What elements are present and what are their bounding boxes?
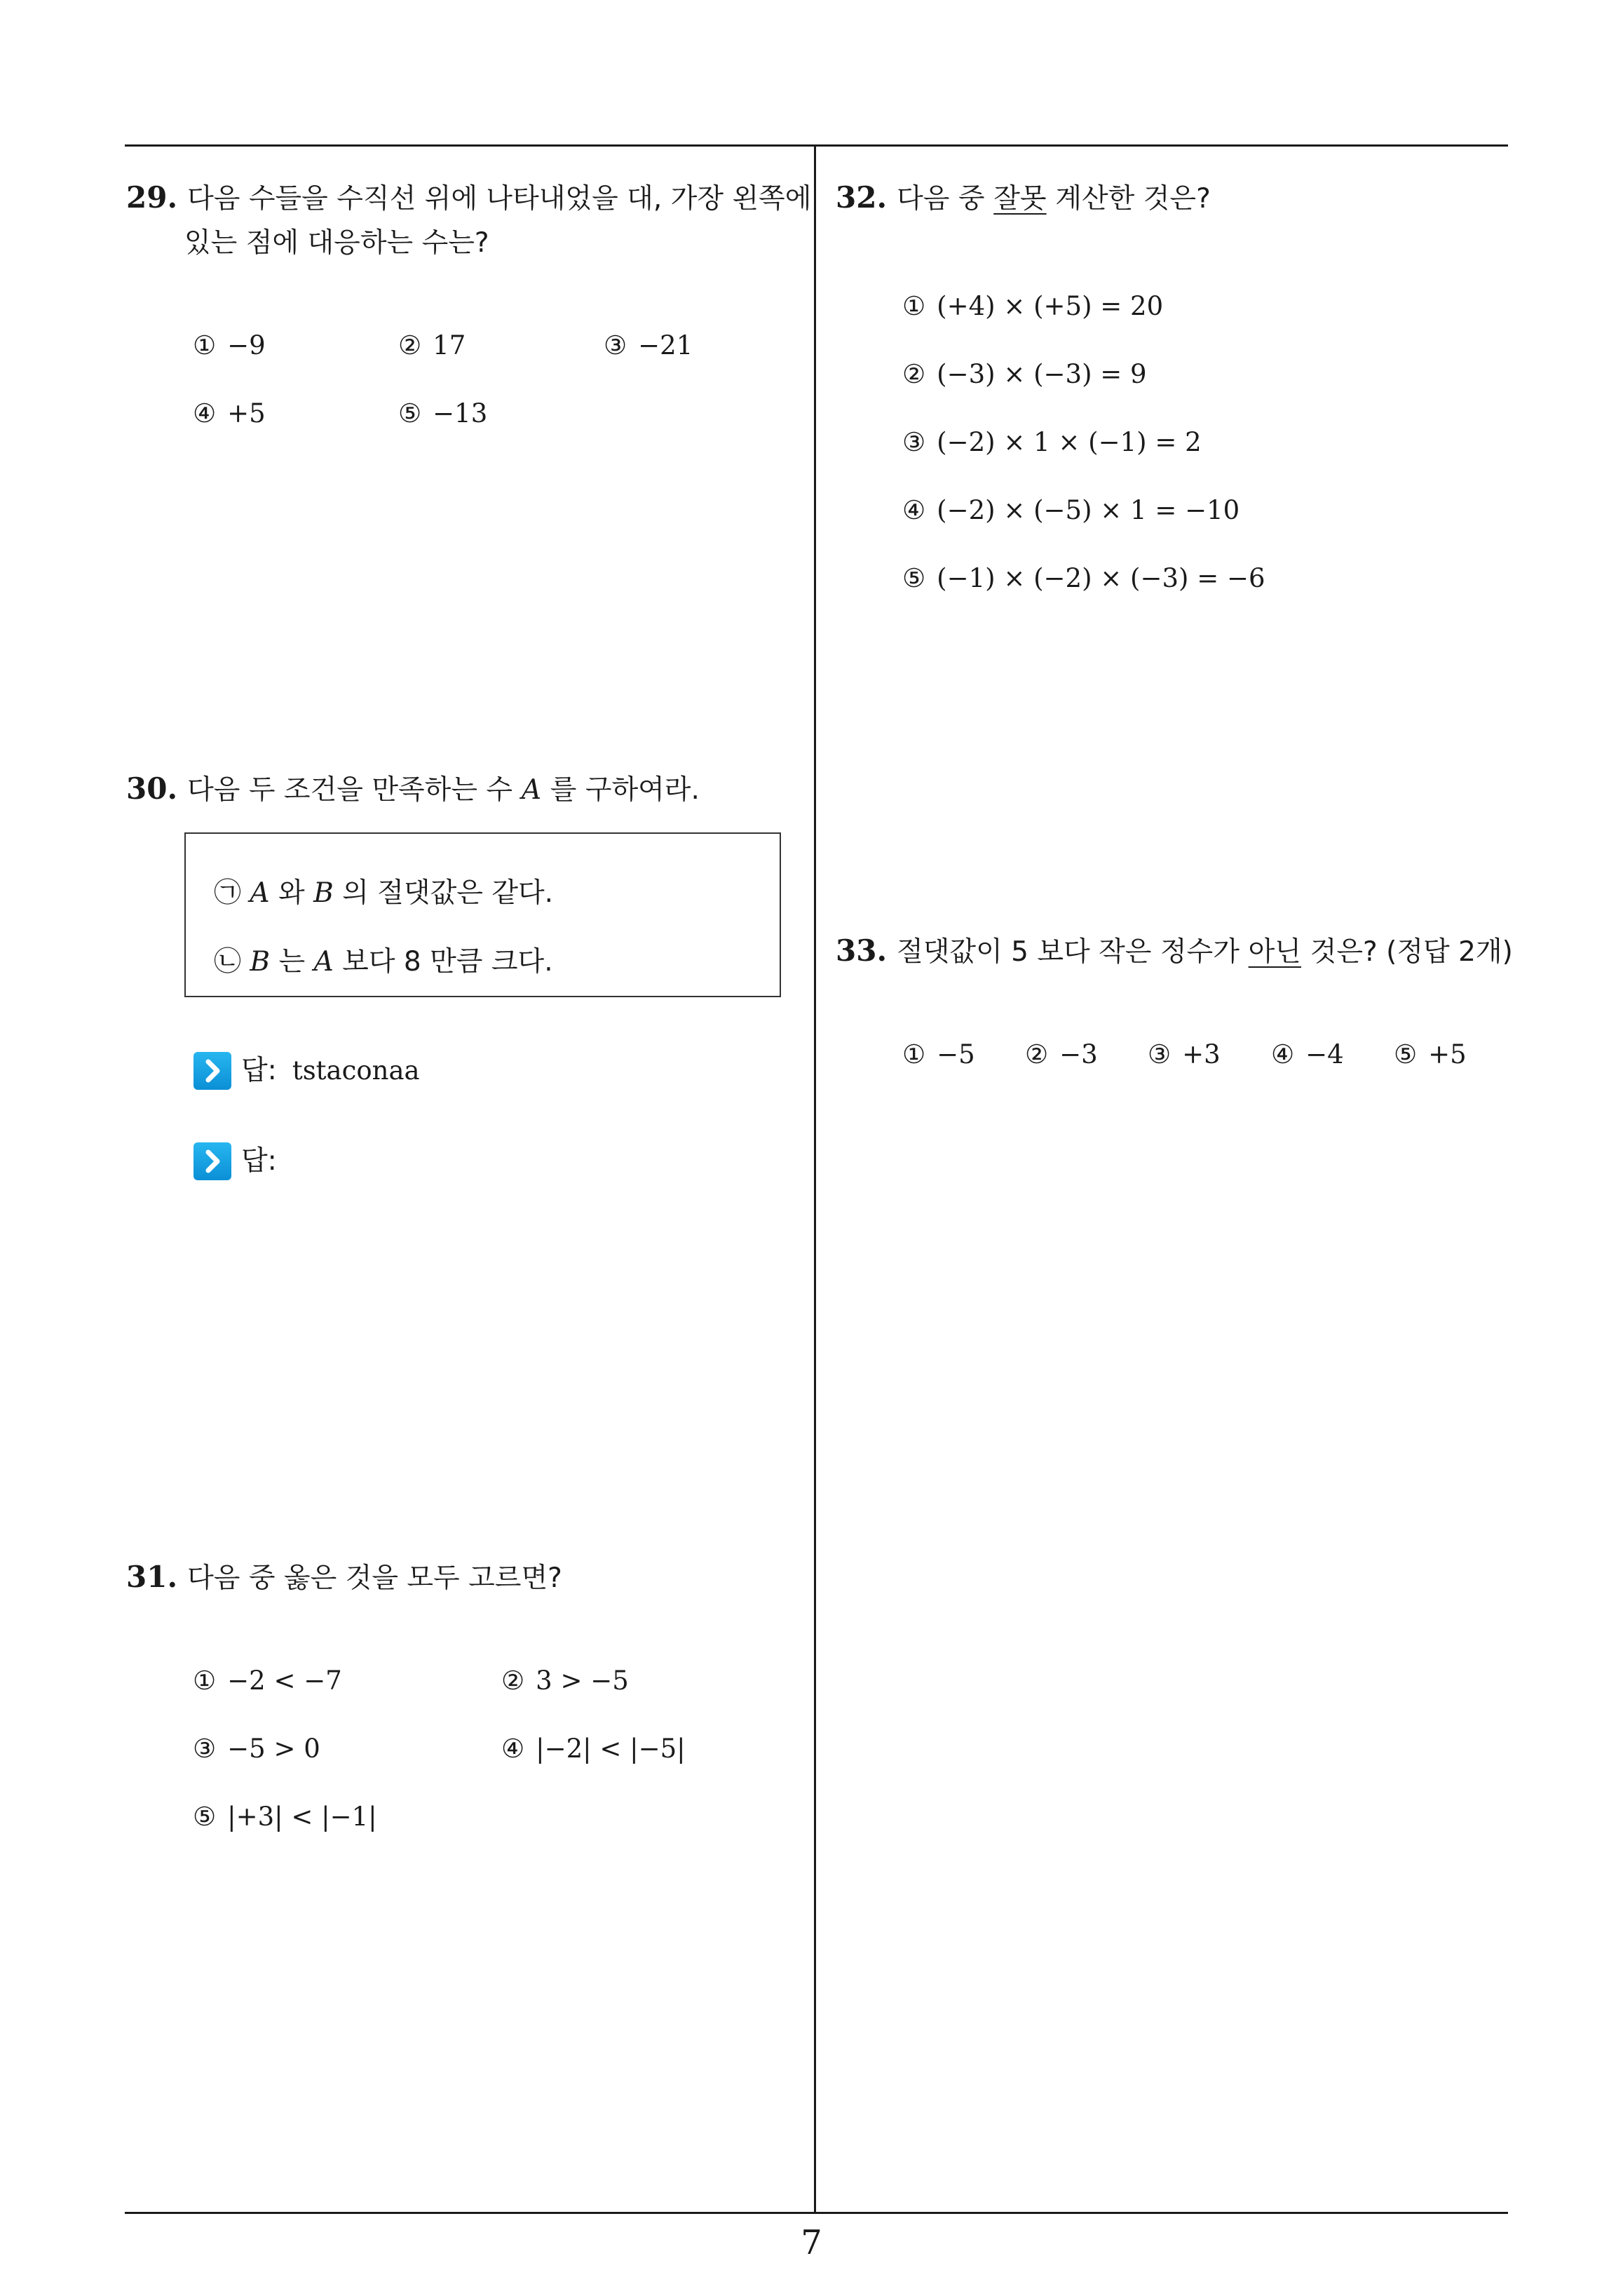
q30-heading [126,772,700,807]
q32-heading [836,181,1211,216]
q30-var: A [521,774,541,806]
q32-choice-3[interactable] [902,426,1202,459]
q29-choice-3[interactable] [604,330,693,362]
q31-choice-2[interactable] [501,1665,629,1697]
q33-choice-4[interactable] [1271,1039,1344,1071]
q33-choice-2[interactable] [1025,1039,1098,1071]
choice-mark: ⑤ [902,563,926,593]
condition-text: 보다 8 만큼 크다. [342,946,553,978]
choice-value: −3 [1059,1039,1098,1069]
choice-value: −13 [433,398,488,428]
choice-mark: ① [193,330,217,360]
answer-value: tstaconaa [292,1055,420,1086]
q30-text-b: 를 구하여라. [550,774,700,806]
page-number: 7 [801,2223,822,2262]
q33-heading [836,934,1513,969]
q33-choice-5[interactable] [1394,1039,1467,1071]
choice-mark: ③ [902,427,926,457]
choice-mark: ② [902,359,926,389]
q32-number: 32. [836,180,888,215]
answer-arrow-icon [193,1052,231,1090]
choice-mark: ① [193,1666,217,1696]
q33-number: 33. [836,933,888,968]
q29-text-line2-wrap [184,226,489,260]
q31-choice-1[interactable] [193,1665,342,1697]
q33-choice-3[interactable] [1148,1039,1221,1071]
choice-mark: ② [501,1666,525,1696]
q32-choice-2[interactable] [902,358,1147,391]
condition-text: 와 [278,877,305,909]
choice-mark: ④ [501,1734,525,1764]
choice-mark: ④ [902,495,926,525]
q32-text-a: 다음 중 [897,183,985,215]
choice-mark: ⑤ [398,398,422,428]
q29-text-line1: 다음 수들을 수직선 위에 나타내었을 대, 가장 왼쪽에 [187,183,812,215]
q32-text-underlined: 잘못 [993,183,1047,215]
q29-text-line2: 있는 점에 대응하는 수는? [184,227,489,259]
condition-var: A [250,877,270,909]
q31-number: 31. [126,1560,178,1594]
choice-value: (−3) × (−3) = 9 [937,359,1147,389]
q33-text-b: 것은? (정답 2개) [1310,936,1513,968]
q29-choice-5[interactable] [398,398,487,430]
q32-choice-1[interactable] [902,290,1163,323]
q30-text-a: 다음 두 조건을 만족하는 수 [187,774,513,806]
q29-number: 29. [126,180,178,215]
condition-text: 는 [278,946,306,978]
bottom-rule [125,2212,1508,2214]
condition-mark: ㉡ [214,946,242,978]
choice-value: −5 > 0 [227,1734,320,1764]
choice-value: 3 > −5 [536,1666,629,1696]
q30-number: 30. [126,771,178,806]
choice-value: +3 [1182,1039,1221,1069]
choice-value: |+3| < |−1| [227,1802,377,1832]
choice-mark: ① [902,1039,926,1069]
choice-value: −2 < −7 [227,1666,342,1696]
condition-var: B [313,877,334,909]
choice-mark: ④ [1271,1039,1295,1069]
choice-value: (+4) × (+5) = 20 [937,291,1164,321]
answer-arrow-icon [193,1142,231,1180]
choice-value: −4 [1305,1039,1344,1069]
q33-text-a: 절댓값이 5 보다 작은 정수가 [897,936,1240,968]
choice-value: +5 [227,398,266,428]
choice-mark: ⑤ [193,1802,217,1832]
choice-value: −9 [227,330,266,360]
condition-var: B [250,946,271,978]
q31-text: 다음 중 옳은 것을 모두 고르면? [187,1562,562,1594]
top-rule [125,144,1508,147]
choice-value: +5 [1428,1039,1467,1069]
q32-choice-5[interactable] [902,562,1265,595]
q29-heading [126,181,811,216]
choice-mark: ② [398,330,422,360]
answer-label: 답: [241,1145,277,1177]
condition-var: A [313,946,334,978]
choice-mark: ③ [193,1734,217,1764]
column-divider [814,144,816,2213]
choice-value: 17 [433,330,466,360]
q33-text-underlined: 아닌 [1248,936,1301,968]
q30-condition-1 [214,877,553,910]
q30-answer-2[interactable] [241,1144,292,1179]
q29-choice-1[interactable] [193,330,266,362]
choice-mark: ④ [193,398,217,428]
choice-value: (−1) × (−2) × (−3) = −6 [937,563,1265,593]
q29-choice-2[interactable] [398,330,466,362]
q29-choice-4[interactable] [193,398,266,430]
q31-choice-5[interactable] [193,1801,377,1833]
choice-value: (−2) × 1 × (−1) = 2 [937,427,1202,457]
q33-choice-1[interactable] [902,1039,975,1071]
choice-value: −5 [937,1039,975,1069]
q31-choice-3[interactable] [193,1733,320,1765]
condition-mark: ㉠ [214,877,242,909]
q32-text-b: 계산한 것은? [1055,183,1211,215]
choice-mark: ① [902,291,926,321]
choice-value: −21 [638,330,693,360]
q30-answer-1[interactable] [241,1053,420,1088]
choice-value: (−2) × (−5) × 1 = −10 [937,495,1240,525]
condition-text: 의 절댓값은 같다. [342,877,554,909]
choice-mark: ③ [1148,1039,1172,1069]
q32-choice-4[interactable] [902,494,1240,527]
choice-value: |−2| < |−5| [536,1734,686,1764]
q30-condition-2 [214,945,553,979]
choice-mark: ③ [604,330,627,360]
choice-mark: ② [1025,1039,1049,1069]
q31-choice-4[interactable] [501,1733,686,1765]
q31-heading [126,1560,562,1595]
choice-mark: ⑤ [1394,1039,1418,1069]
answer-label: 답: [241,1055,277,1086]
